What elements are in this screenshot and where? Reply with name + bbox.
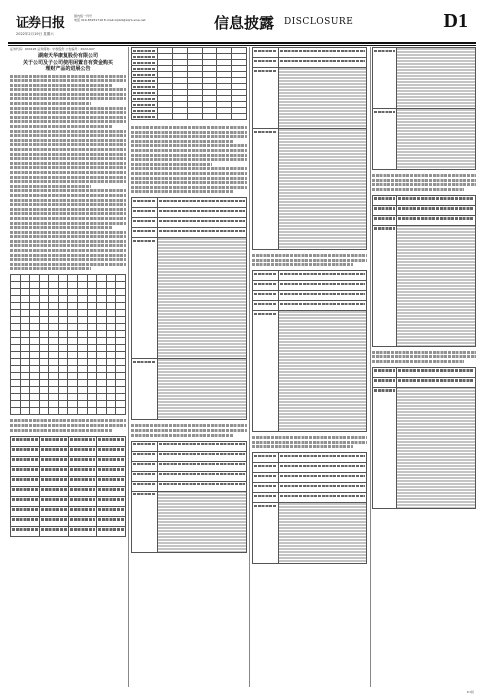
column-divider (128, 47, 129, 687)
summary-table (131, 47, 247, 120)
article-body-continued (10, 419, 126, 431)
article-body (372, 351, 476, 363)
section-title-cn: 信息披露 (214, 14, 275, 32)
header-rule-thick (8, 42, 476, 44)
article-body (252, 436, 367, 448)
product-table (10, 436, 126, 537)
issue-date: 2022年2月19日 星期六 (16, 32, 54, 36)
column-divider (249, 47, 250, 687)
column-divider (370, 47, 371, 687)
meta-line-1: 国内统一刊号 (74, 14, 93, 18)
data-table (10, 274, 126, 415)
detail-table-8 (372, 367, 476, 509)
article-body (372, 174, 476, 191)
detail-table-7 (372, 195, 476, 347)
meta-line-2: 电话 010-83251716 E-mail:zqrb9@zqrb.sina.net (74, 18, 146, 22)
column-3 (252, 47, 367, 564)
article-title-line-3: 理财产品的进展公告 (45, 66, 91, 72)
masthead (8, 8, 476, 42)
article-body (252, 254, 367, 266)
article-title-line-1: 湖南天华康复股份有限公司 (37, 53, 98, 59)
detail-table (131, 197, 247, 420)
column-4 (372, 47, 476, 509)
article-title (10, 53, 126, 73)
masthead-meta (74, 14, 146, 22)
article-code-line: 证券代码：600195 证券简称：中牧股份 公告编号：2022-007 (10, 47, 95, 51)
detail-table-4 (252, 270, 367, 432)
section-title-en: DISCLOSURE (284, 17, 354, 27)
article-body (10, 75, 126, 271)
article-title-line-2: 关于公司及子公司使用闲置自有资金购买 (22, 59, 113, 66)
header-rule-thin (8, 45, 476, 46)
column-1 (10, 47, 126, 537)
detail-table-2 (131, 441, 247, 553)
page-number: D1 (443, 10, 468, 32)
article-body (131, 424, 247, 436)
article-body (131, 126, 247, 193)
detail-table-6 (372, 47, 476, 170)
column-2 (131, 47, 247, 553)
detail-table-5 (252, 452, 367, 564)
detail-table-3 (252, 47, 367, 250)
newspaper-logo: 证券日报 (16, 16, 65, 31)
page-footnote: D1版 (466, 690, 474, 694)
